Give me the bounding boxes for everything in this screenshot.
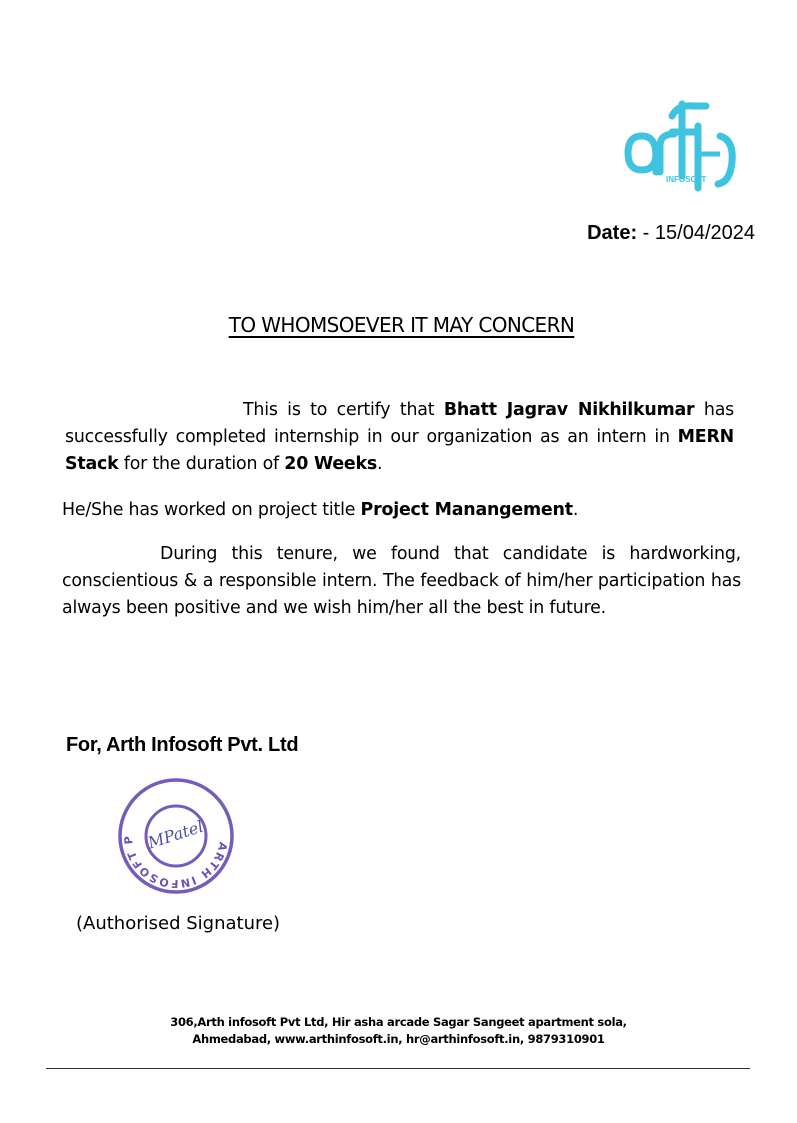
text-segment: This is to certify that <box>243 400 444 420</box>
company-logo <box>622 96 740 194</box>
company-signoff: For, Arth Infosoft Pvt. Ltd <box>66 734 299 756</box>
tech-stack: MERN Stack <box>65 427 734 474</box>
footer-rule <box>46 1068 750 1069</box>
project-title: Project Manangement <box>360 500 573 520</box>
date-line <box>587 222 755 245</box>
project-paragraph <box>62 497 742 524</box>
footer-line-2: Ahmedabad, www.arthinfosoft.in, hr@arthinfosoft.in, 9879310901 <box>192 1032 605 1046</box>
date-value: - 15/04/2024 <box>637 222 755 244</box>
logo-text: INFOSOFT <box>666 175 707 184</box>
seal-signature: MPatel <box>145 816 206 853</box>
text-segment: has successfully completed internship in our organization as an intern in <box>65 400 735 447</box>
company-seal <box>114 776 238 896</box>
seal-ring-text: ARTH INFOSOFT P <box>121 834 230 891</box>
footer-line-1: 306,Arth infosoft Pvt Ltd, Hir asha arcade Sagar Sangeet apartment sola, <box>170 1015 627 1029</box>
intern-name: Bhatt Jagrav Nikhilkumar <box>443 400 695 420</box>
footer-address <box>0 1014 797 1048</box>
letter-heading: TO WHOMSOEVER IT MAY CONCERN <box>228 313 575 337</box>
duration: 20 Weeks <box>284 454 378 474</box>
text-segment: . <box>572 500 579 520</box>
text-segment: for the duration of <box>118 454 285 474</box>
signature-label: (Authorised Signature) <box>76 913 281 934</box>
date-label: Date: <box>587 222 638 244</box>
feedback-text: During this tenure, we found that candidate is hardworking, conscientious & a responsible intern. The feedback of him/her participation has always been positive and we wish him/her all the best in future. <box>62 544 741 618</box>
text-segment: . <box>377 454 383 474</box>
certificate-paragraph <box>65 397 734 478</box>
feedback-paragraph <box>62 541 741 622</box>
text-segment: He/She has worked on project title <box>62 500 361 520</box>
